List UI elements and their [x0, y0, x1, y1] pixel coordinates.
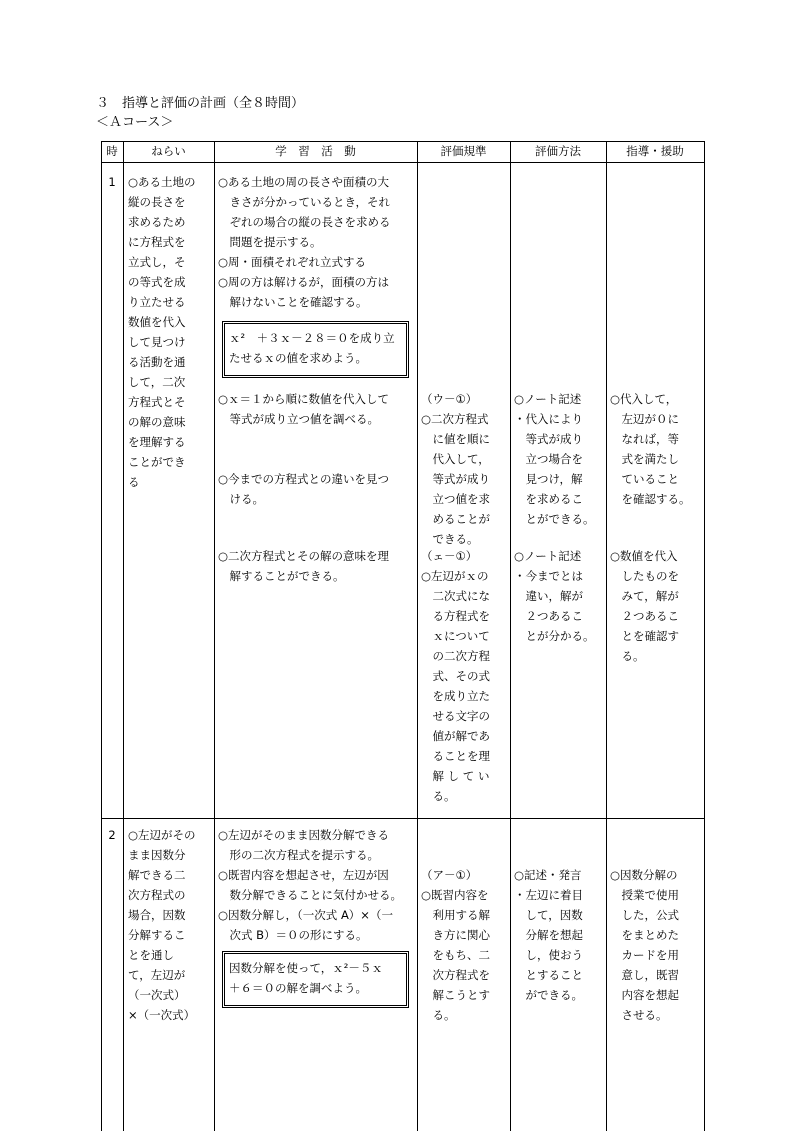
text-line: ・代入により: [514, 412, 583, 426]
method-cell: [514, 389, 605, 529]
method-cell: [514, 546, 605, 646]
text-line: 問題を提示する。: [218, 235, 322, 249]
activity-cell: [218, 825, 416, 945]
text-line: 代入して，: [421, 452, 490, 466]
text-line: ○周の方は解けるが，面積の方は: [218, 275, 390, 289]
text-line: ○ｘ＝１から順に数値を代入して: [218, 392, 390, 406]
text-line: 因数分解を使って，ｘ²－５ｘ: [229, 961, 383, 975]
table-divider: [123, 141, 124, 1131]
text-line: 求めるため: [128, 215, 186, 229]
text-line: 方程式とそ: [128, 395, 186, 409]
text-line: 式、その式: [421, 669, 490, 683]
text-line: 形の二次方程式を提示する。: [218, 848, 379, 862]
table-divider: [214, 141, 215, 1131]
table-divider: [417, 141, 418, 1131]
text-line: り立たせる: [128, 295, 186, 309]
text-line: ○既習内容を: [421, 888, 489, 902]
text-line: まま因数分: [128, 848, 186, 862]
row-number: [101, 825, 123, 845]
aim-cell: [128, 825, 212, 1025]
text-line: 次方程式を: [421, 968, 490, 982]
text-line: ける。: [218, 492, 264, 506]
text-line: を求めるこ: [514, 492, 583, 506]
text-line: 等式が成り: [421, 472, 490, 486]
text-line: ○左辺がその: [128, 828, 196, 842]
text-line: ○二次方程式: [421, 412, 489, 426]
activity-cell: [218, 546, 416, 586]
text-line: ことができ: [128, 455, 186, 469]
text-line: 解けないことを確認する。: [218, 295, 368, 309]
criteria-cell: [421, 546, 509, 806]
row-number-text: 1: [108, 175, 116, 189]
text-line: ○ある土地の周の長さや面積の大: [218, 175, 390, 189]
text-line: 見つけ，解: [514, 472, 583, 486]
text-line: カードを用: [610, 948, 679, 962]
aim-cell: [128, 172, 212, 492]
text-line: ○左辺がｘの: [421, 569, 489, 583]
plan-table: [101, 141, 704, 1131]
text-line: 式を満たし: [610, 452, 679, 466]
text-line: して見つけ: [128, 335, 186, 349]
column-header-aim: ねらい: [151, 144, 186, 158]
activity-cell: [218, 469, 416, 509]
text-line: ることを理: [421, 749, 490, 763]
text-line: ぞれの場合の縦の長さを求める: [218, 215, 391, 229]
text-line: ○既習内容を想起させ，左辺が因: [218, 868, 389, 882]
text-line: ○記述・発言: [514, 868, 582, 882]
text-line: ○数値を代入: [610, 549, 678, 563]
text-line: 次方程式の: [128, 888, 186, 902]
text-line: ていること: [610, 472, 679, 486]
text-line: ○ある土地の: [128, 175, 196, 189]
method-cell: [514, 865, 605, 1005]
text-line: ｘ² ＋３ｘ－２８＝０を成り立: [229, 331, 395, 345]
text-line: 授業で使用: [610, 888, 679, 902]
column-header-support: 指導・援助: [626, 144, 684, 158]
text-line: とを確認す: [610, 629, 679, 643]
text-line: る方程式を: [421, 609, 490, 623]
text-line: を確認する。: [610, 492, 691, 506]
text-line: したものを: [610, 569, 679, 583]
text-line: ○二次方程式とその解の意味を理: [218, 549, 390, 563]
row-divider: [101, 818, 704, 819]
text-line: 分解するこ: [128, 928, 186, 942]
text-line: 等式が成り立つ値を調べる。: [218, 412, 379, 426]
task-box: [222, 951, 409, 1008]
row-number-text: 2: [108, 828, 116, 842]
text-line: （ェ－①）: [421, 549, 478, 563]
text-line: 場合，因数: [128, 908, 186, 922]
text-line: みて，解が: [610, 589, 679, 603]
text-line: を理解する: [128, 435, 186, 449]
column-header-period: 時: [106, 144, 118, 158]
column-header-method: 評価方法: [535, 144, 581, 158]
text-line: し，使おう: [514, 948, 583, 962]
text-line: ○ノート記述: [514, 392, 582, 406]
text-line: 縦の長さを: [128, 195, 186, 209]
text-line: をまとめた: [610, 928, 679, 942]
text-line: して，二次: [128, 375, 186, 389]
text-line: 違い，解が: [514, 589, 583, 603]
text-line: 内容を想起: [610, 988, 679, 1002]
text-line: ○左辺がそのまま因数分解できる: [218, 828, 390, 842]
text-line: ×（一次式）: [128, 1008, 196, 1022]
text-line: ・今までとは: [514, 569, 583, 583]
table-divider: [606, 141, 607, 1131]
text-line: とを通し: [128, 948, 174, 962]
activity-cell: [218, 389, 416, 429]
text-line: ○因数分解の: [610, 868, 678, 882]
text-line: の解の意味: [128, 415, 186, 429]
text-line: とができる。: [514, 512, 595, 526]
text-line: ＋６＝０の解を調べよう。: [229, 981, 367, 995]
text-line: 数分解できることに気付かせる。: [218, 888, 402, 902]
course-label: ＜Ａコース＞: [96, 115, 174, 130]
support-cell: [610, 865, 703, 1025]
text-line: 数値を代入: [128, 315, 186, 329]
text-line: き方に関心: [421, 928, 490, 942]
row-number: [101, 172, 123, 192]
text-line: ２つあるこ: [610, 609, 679, 623]
text-line: て，左辺が: [128, 968, 186, 982]
text-line: せる文字の: [421, 709, 490, 723]
text-line: ができる。: [514, 988, 583, 1002]
text-line: 意し，既習: [610, 968, 679, 982]
text-line: 立つ場合を: [514, 452, 583, 466]
text-line: 左辺が０に: [610, 412, 679, 426]
text-line: 立つ値を求: [421, 492, 490, 506]
text-line: る: [128, 475, 140, 489]
text-line: ○因数分解し，（一次式 A）×（一: [218, 908, 393, 922]
support-cell: [610, 389, 703, 509]
text-line: たせるｘの値を求めよう。: [229, 351, 367, 365]
text-line: る。: [421, 789, 456, 803]
text-line: した，公式: [610, 908, 679, 922]
text-line: させる。: [610, 1008, 668, 1022]
text-line: に値を順に: [421, 432, 490, 446]
text-line: ｘについて: [421, 629, 490, 643]
criteria-cell: [421, 389, 509, 549]
text-line: 二次式にな: [421, 589, 490, 603]
text-line: なれば，等: [610, 432, 679, 446]
text-line: ○今までの方程式との違いを見つ: [218, 472, 390, 486]
table-border-right: [704, 141, 705, 1131]
column-header-activity: 学 習 活 動: [275, 144, 356, 158]
text-line: 次式 B）＝０の形にする。: [218, 928, 368, 942]
table-border-left: [101, 141, 102, 1131]
text-line: 値が解であ: [421, 729, 490, 743]
text-line: の二次方程: [421, 649, 490, 663]
support-cell: [610, 546, 703, 666]
text-line: きさが分かっているとき，それ: [218, 195, 391, 209]
criteria-cell: [421, 865, 509, 1025]
table-divider: [510, 141, 511, 1131]
text-line: 立式し，そ: [128, 255, 186, 269]
text-line: とすること: [514, 968, 583, 982]
column-header-criteria: 評価規準: [440, 144, 487, 158]
text-line: 解できる二: [128, 868, 186, 882]
text-line: 解こうとす: [421, 988, 490, 1002]
text-line: をもち、二: [421, 948, 490, 962]
text-line: ○代入して，: [610, 392, 678, 406]
text-line: して，因数: [514, 908, 583, 922]
text-line: に方程式を: [128, 235, 186, 249]
text-line: ・左辺に着目: [514, 888, 583, 902]
text-line: （ウ－①）: [421, 392, 478, 406]
text-line: とが分かる。: [514, 629, 595, 643]
text-line: 分解を想起: [514, 928, 583, 942]
activity-cell: [218, 172, 416, 312]
text-line: （一次式）: [128, 988, 186, 1002]
text-line: る。: [610, 649, 645, 663]
text-line: ○ノート記述: [514, 549, 582, 563]
text-line: 利用する解: [421, 908, 490, 922]
text-line: る。: [421, 1008, 456, 1022]
text-line: 解 し て い: [421, 769, 490, 783]
text-line: る活動を通: [128, 355, 186, 369]
text-line: の等式を成: [128, 275, 186, 289]
text-line: できる。: [421, 532, 479, 546]
text-line: めることが: [421, 512, 490, 526]
section-heading: ３ 指導と評価の計画（全８時間）: [96, 96, 305, 111]
task-box: [222, 321, 409, 378]
text-line: ２つあるこ: [514, 609, 583, 623]
text-line: （ア－①）: [421, 868, 478, 882]
header-divider: [101, 162, 704, 163]
text-line: ○周・面積それぞれ立式する: [218, 255, 367, 269]
text-line: 解することができる。: [218, 569, 345, 583]
text-line: を成り立た: [421, 689, 490, 703]
text-line: 等式が成り: [514, 432, 583, 446]
